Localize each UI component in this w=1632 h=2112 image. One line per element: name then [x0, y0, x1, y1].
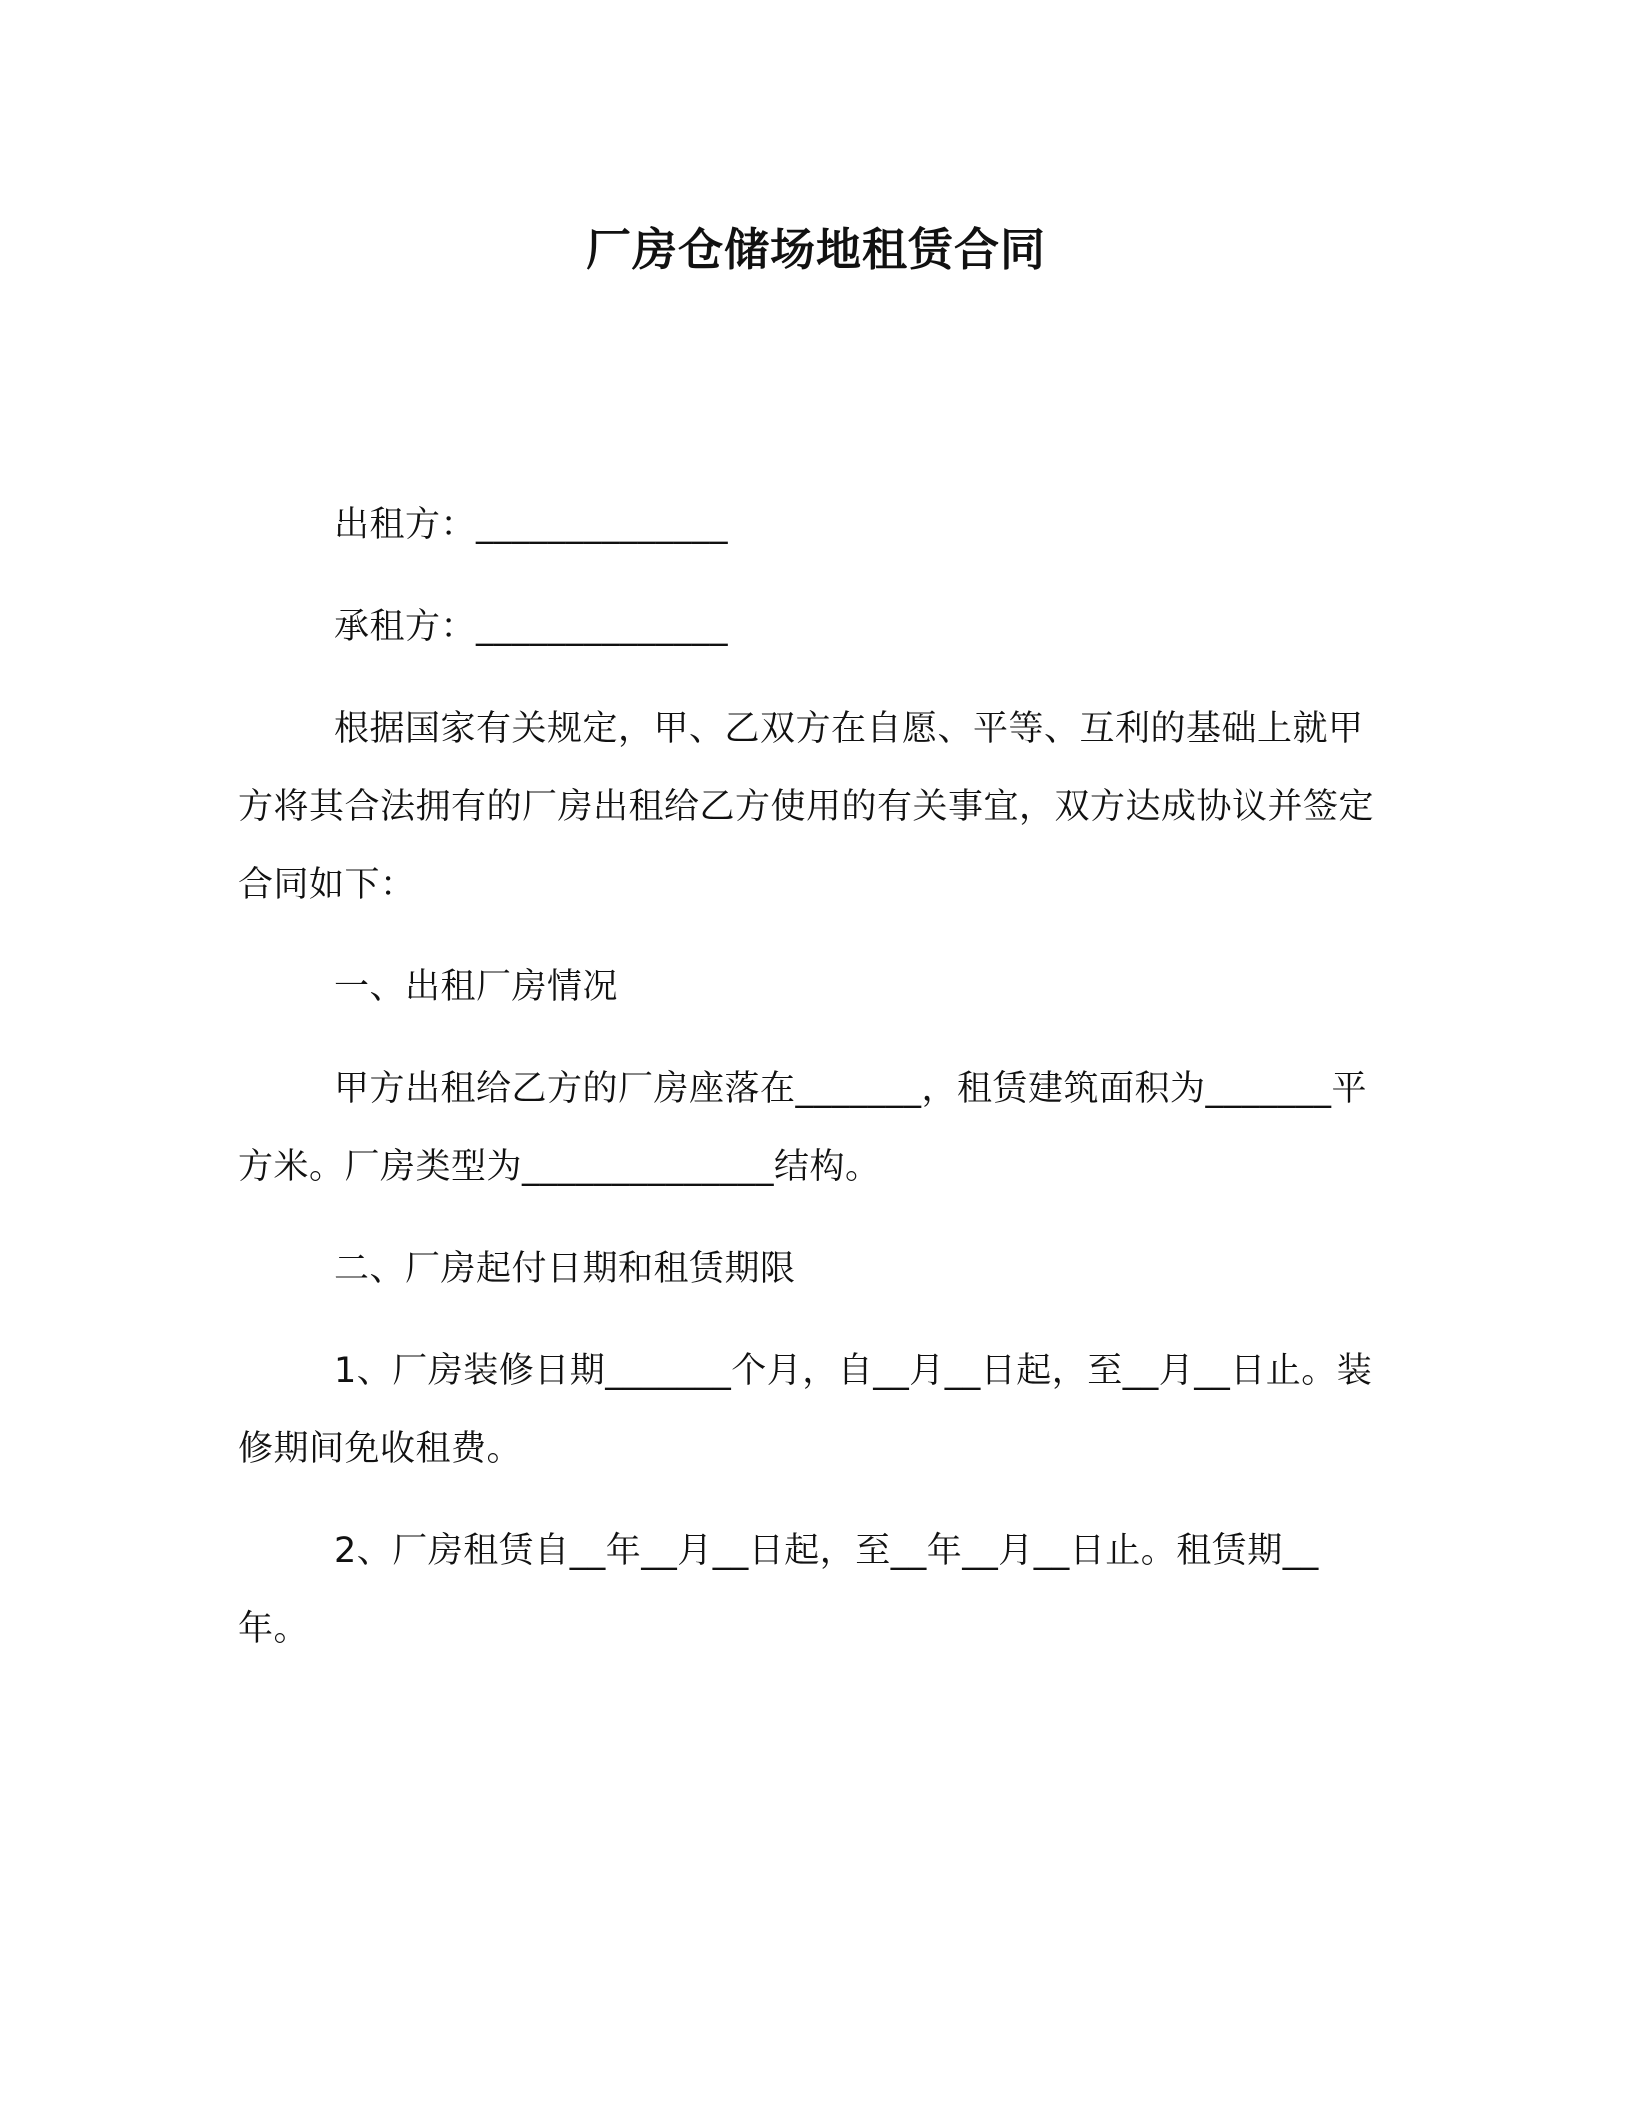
section2-heading: 二、厂房起付日期和租赁期限 [334, 1249, 796, 1289]
preamble-paragraph: 根据国家有关规定，甲、乙双方在自愿、平等、互利的基础上就甲方将其合法拥有的厂房出租给乙方使用的有关事宜，双方达成协议并签定合同如下： [238, 709, 1375, 905]
section2-item1: 1、厂房装修日期_______个月，自__月__日起，至__月__日止。装修期间免收租费。 [238, 1351, 1373, 1469]
section1-paragraph: 甲方出租给乙方的厂房座落在_______，租赁建筑面积为_______平方米。厂房类型为______________结构。 [238, 1069, 1368, 1187]
section1-heading: 一、出租厂房情况 [334, 967, 619, 1007]
lessor-line: 出租方：______________ [334, 505, 729, 545]
document-body [238, 486, 1378, 1692]
lessee-line: 承租方：______________ [334, 607, 729, 647]
section2-item2: 2、厂房租赁自__年__月__日起，至__年__月__日止。租赁期__年。 [238, 1531, 1319, 1649]
document-title: 厂房仓储场地租赁合同 [585, 223, 1046, 276]
